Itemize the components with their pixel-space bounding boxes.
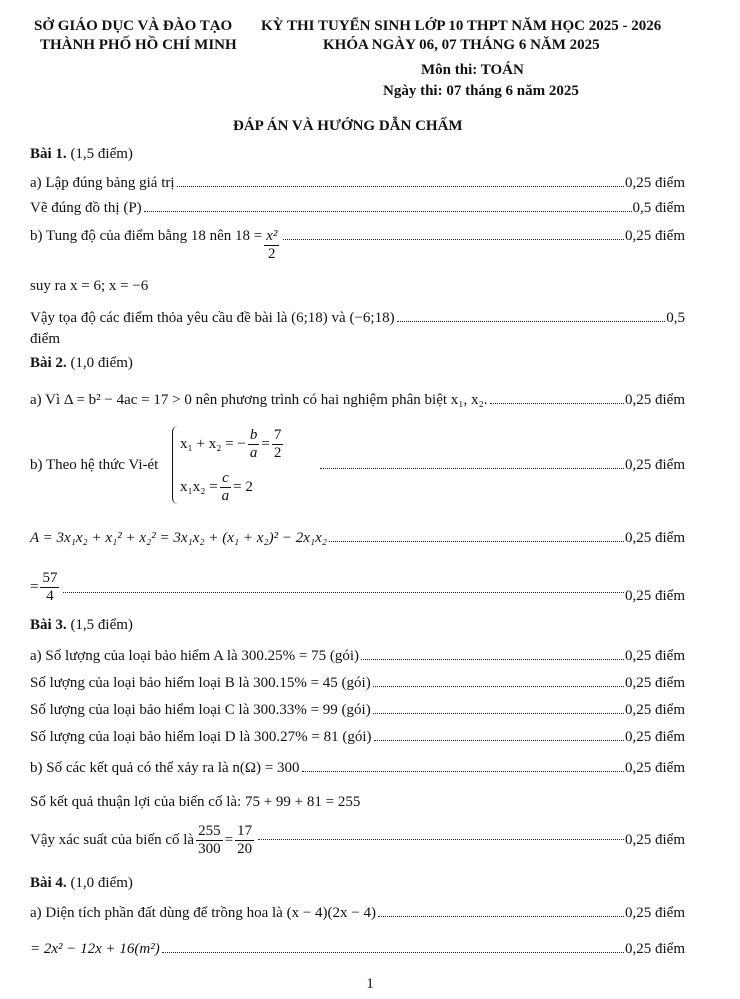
leader-dots <box>378 916 624 917</box>
bai3-xs-frac2 <box>235 823 254 858</box>
exam-title: KỲ THI TUYỂN SINH LỚP 10 THPT NĂM HỌC 2025 - 2026 <box>261 18 662 34</box>
bai3-line-points: 0,25 điểm <box>625 760 685 776</box>
bai2-result-row <box>30 570 685 605</box>
bai1-score: (1,5 điểm) <box>70 146 133 162</box>
bai1-heading <box>30 146 133 163</box>
bai2-b-points: 0,25 điểm <box>625 457 685 473</box>
bai2-heading <box>30 355 133 372</box>
leader-dots <box>329 541 624 542</box>
bai3-score: (1,5 điểm) <box>70 617 133 633</box>
bai4-score: (1,0 điểm) <box>70 875 133 891</box>
bai3-xs-points: 0,25 điểm <box>625 832 685 848</box>
bai2-a-points: 0,25 điểm <box>625 392 685 408</box>
fraction-numerator: c <box>222 470 229 486</box>
bai1-b-row <box>30 228 685 263</box>
bai1-suy-ra: suy ra x = 6; x = −6 <box>30 278 149 294</box>
bai2-A-points: 0,25 điểm <box>625 530 685 546</box>
leader-dots <box>397 321 666 322</box>
bai3-xs-frac1 <box>196 823 223 858</box>
dept-name: SỞ GIÁO DỤC VÀ ĐÀO TẠO <box>34 18 233 34</box>
bai1-a-points: 0,25 điểm <box>625 175 685 191</box>
fraction-numerator: b <box>249 427 258 443</box>
bai2-a-row <box>30 392 685 409</box>
bai4-a-points: 0,25 điểm <box>625 905 685 921</box>
leader-dots <box>162 952 624 953</box>
fraction-denominator: 2 <box>273 445 282 461</box>
bai3-line-row <box>30 760 685 777</box>
bai1-graph-points: 0,5 điểm <box>632 200 685 216</box>
leader-dots <box>144 211 632 212</box>
bai3-line-points: 0,25 điểm <box>625 702 685 718</box>
bai3-xs-text: Vậy xác suất của biến cố là <box>30 832 195 848</box>
bai1-vay-points-unit: điểm <box>30 331 60 347</box>
bai2-result-frac <box>40 570 59 605</box>
bai3-line-row <box>30 648 685 665</box>
exam-session: KHÓA NGÀY 06, 07 THÁNG 6 NĂM 2025 <box>323 37 600 53</box>
bai3-line-text: Số lượng của loại bảo hiểm loại C là 300.33% = 99 (gói) <box>30 702 371 718</box>
leader-dots <box>361 659 624 660</box>
fraction-numerator: 7 <box>273 427 282 443</box>
bai3-line-text: Số lượng của loại bảo hiểm loại B là 300.15% = 45 (gói) <box>30 675 371 691</box>
fraction-denominator: a <box>221 488 230 504</box>
fraction-numerator: 57 <box>42 570 58 586</box>
subject: Môn thi: TOÁN <box>421 62 524 78</box>
viet-sum-eq: = <box>261 436 270 452</box>
system-brace <box>172 426 179 504</box>
bai4-a-text: a) Diện tích phần đất dùng để trồng hoa là (x − 4)(2x − 4) <box>30 905 376 921</box>
bai3-line-row <box>30 729 685 746</box>
fraction-numerator: x² <box>266 228 278 244</box>
bai1-vay-row <box>30 310 685 327</box>
leader-dots <box>320 468 624 469</box>
bai3-line-row <box>30 675 685 692</box>
leader-dots <box>374 740 624 741</box>
city-name: THÀNH PHỐ HỒ CHÍ MINH <box>40 37 237 53</box>
leader-dots <box>283 239 624 240</box>
bai2-result-points: 0,25 điểm <box>625 588 685 604</box>
bai2-result-eq: = <box>30 579 39 595</box>
bai4-result-expr: = 2x² − 12x + 16(m²) <box>30 941 160 957</box>
bai2-score: (1,0 điểm) <box>70 355 133 371</box>
viet-eq-sum <box>180 427 285 462</box>
bai3-heading <box>30 617 133 634</box>
bai3-xs-row <box>30 823 685 858</box>
bai4-a-row <box>30 905 685 922</box>
bai1-b-fraction <box>264 228 279 263</box>
bai3-line-text: a) Số lượng của loại bảo hiểm A là 300.25% = 75 (gói) <box>30 648 360 664</box>
bai1-b-text: b) Tung độ của điểm bằng 18 nên 18 = <box>30 228 263 244</box>
bai3-line-row <box>30 702 685 719</box>
viet-sum-frac2 <box>272 427 284 462</box>
bai1-a-row <box>30 175 685 192</box>
bai1-b-points: 0,25 điểm <box>625 228 685 244</box>
bai3-line-text: b) Số các kết quả có thể xảy ra là n(Ω) = 300 <box>30 760 300 776</box>
leader-dots <box>373 713 624 714</box>
viet-eq-product <box>180 470 253 505</box>
fraction-denominator: 4 <box>46 588 54 604</box>
viet-sum-lhs: x₁ + x₂ = − <box>180 436 246 452</box>
bai3-line-text: Số lượng của loại bảo hiểm loại D là 300.27% = 81 (gói) <box>30 729 372 745</box>
bai1-a-text: a) Lập đúng bảng giá trị <box>30 175 175 191</box>
bai3-line-points: 0,25 điểm <box>625 675 685 691</box>
viet-sum-frac1 <box>248 427 260 462</box>
leader-dots <box>373 686 624 687</box>
bai2-title: Bài 2. <box>30 355 67 371</box>
viet-product-lhs: x₁x₂ = <box>180 479 218 495</box>
page-number: 1 <box>366 976 374 992</box>
bai4-title: Bài 4. <box>30 875 67 891</box>
bai1-vay-text: Vậy tọa độ các điểm thỏa yêu cầu đề bài là (6;18) và (−6;18) <box>30 310 395 326</box>
bai4-result-row <box>30 941 685 958</box>
bai2-b-text: b) Theo hệ thức Vi-ét <box>30 457 159 473</box>
bai1-graph-row <box>30 200 685 217</box>
exam-date: Ngày thi: 07 tháng 6 năm 2025 <box>383 83 579 99</box>
bai3-thuan-loi: Số kết quả thuận lợi của biến cố là: 75 + 99 + 81 = 255 <box>30 794 361 810</box>
bai2-a-text: a) Vì Δ = b² − 4ac = 17 > 0 nên phương trình có hai nghiệm phân biệt x₁, x₂. <box>30 392 488 408</box>
bai1-graph-text: Vẽ đúng đồ thị (P) <box>30 200 142 216</box>
bai3-line-points: 0,25 điểm <box>625 729 685 745</box>
fraction-denominator: 300 <box>198 841 221 857</box>
bai3-title: Bài 3. <box>30 617 67 633</box>
fraction-denominator: a <box>249 445 258 461</box>
bai2-b-points-row <box>318 457 685 474</box>
fraction-numerator: 17 <box>237 823 253 839</box>
leader-dots <box>177 186 624 187</box>
leader-dots <box>490 403 625 404</box>
leader-dots <box>302 771 624 772</box>
leader-dots <box>258 839 624 840</box>
bai4-heading <box>30 875 133 892</box>
bai1-vay-points: 0,5 <box>666 310 685 326</box>
bai3-xs-eq: = <box>224 832 234 848</box>
viet-product-frac <box>220 470 232 505</box>
bai4-result-points: 0,25 điểm <box>625 941 685 957</box>
viet-product-eq: = 2 <box>233 479 253 495</box>
fraction-denominator: 20 <box>237 841 253 857</box>
bai3-line-points: 0,25 điểm <box>625 648 685 664</box>
bai2-A-row <box>30 530 685 547</box>
bai2-A-expr: A = 3x₁x₂ + x₁² + x₂² = 3x₁x₂ + (x₁ + x₂)² − 2x₁x₂ <box>30 530 327 546</box>
bai1-title: Bài 1. <box>30 146 67 162</box>
fraction-numerator: 255 <box>198 823 221 839</box>
fraction-denominator: 2 <box>268 246 276 262</box>
leader-dots <box>63 592 624 593</box>
doc-title: ĐÁP ÁN VÀ HƯỚNG DẪN CHẤM <box>233 118 463 134</box>
